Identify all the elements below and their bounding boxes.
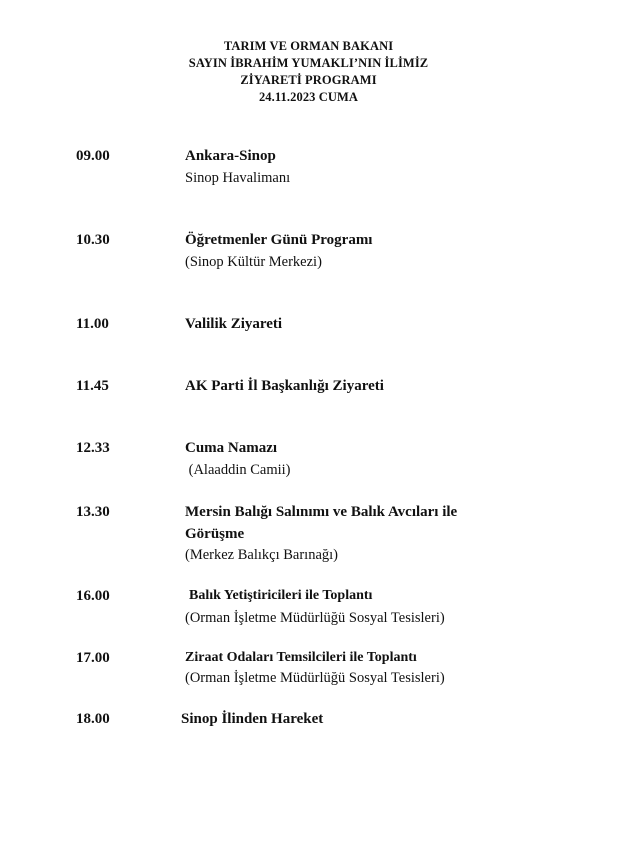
entry-location: (Orman İşletme Müdürlüğü Sosyal Tesisleri) <box>185 670 445 686</box>
entry-time: 12.33 <box>76 440 110 456</box>
document-header <box>0 38 617 106</box>
entry-title: Ankara-Sinop <box>185 148 276 164</box>
entry-title: Balık Yetiştiricileri ile Toplantı <box>189 588 373 603</box>
entry-location: (Alaaddin Camii) <box>185 462 291 478</box>
header-date-line: 24.11.2023 CUMA <box>258 90 359 104</box>
entry-time: 17.00 <box>76 650 110 666</box>
entry-time: 09.00 <box>76 148 110 164</box>
entry-time: 11.45 <box>76 378 109 394</box>
entry-title: Cuma Namazı <box>185 440 278 456</box>
entry-title-continued: Görüşme <box>185 526 245 542</box>
entry-title: Öğretmenler Günü Programı <box>185 232 373 248</box>
header-title-line: TARIM VE ORMAN BAKANI <box>223 39 394 53</box>
entry-title: Valilik Ziyareti <box>185 316 283 332</box>
entry-location: (Sinop Kültür Merkezi) <box>185 254 322 270</box>
entry-location: (Orman İşletme Müdürlüğü Sosyal Tesisleri) <box>185 610 445 626</box>
entry-time: 16.00 <box>76 588 110 604</box>
entry-location: (Merkez Balıkçı Barınağı) <box>185 547 338 563</box>
entry-location: Sinop Havalimanı <box>185 170 291 186</box>
entry-title: Sinop İlinden Hareket <box>181 711 324 727</box>
entry-time: 18.00 <box>76 711 110 727</box>
entry-title: Ziraat Odaları Temsilcileri ile Toplantı <box>185 650 417 665</box>
entry-time: 10.30 <box>76 232 110 248</box>
entry-title: Mersin Balığı Salınımı ve Balık Avcıları ile <box>185 504 458 520</box>
entry-title: AK Parti İl Başkanlığı Ziyareti <box>185 378 384 394</box>
header-minister-line: SAYIN İBRAHİM YUMAKLI’NIN İLİMİZ <box>188 56 429 70</box>
entry-time: 13.30 <box>76 504 110 520</box>
header-program-line: ZİYARETİ PROGRAMI <box>240 73 377 87</box>
entry-time: 11.00 <box>76 316 109 332</box>
